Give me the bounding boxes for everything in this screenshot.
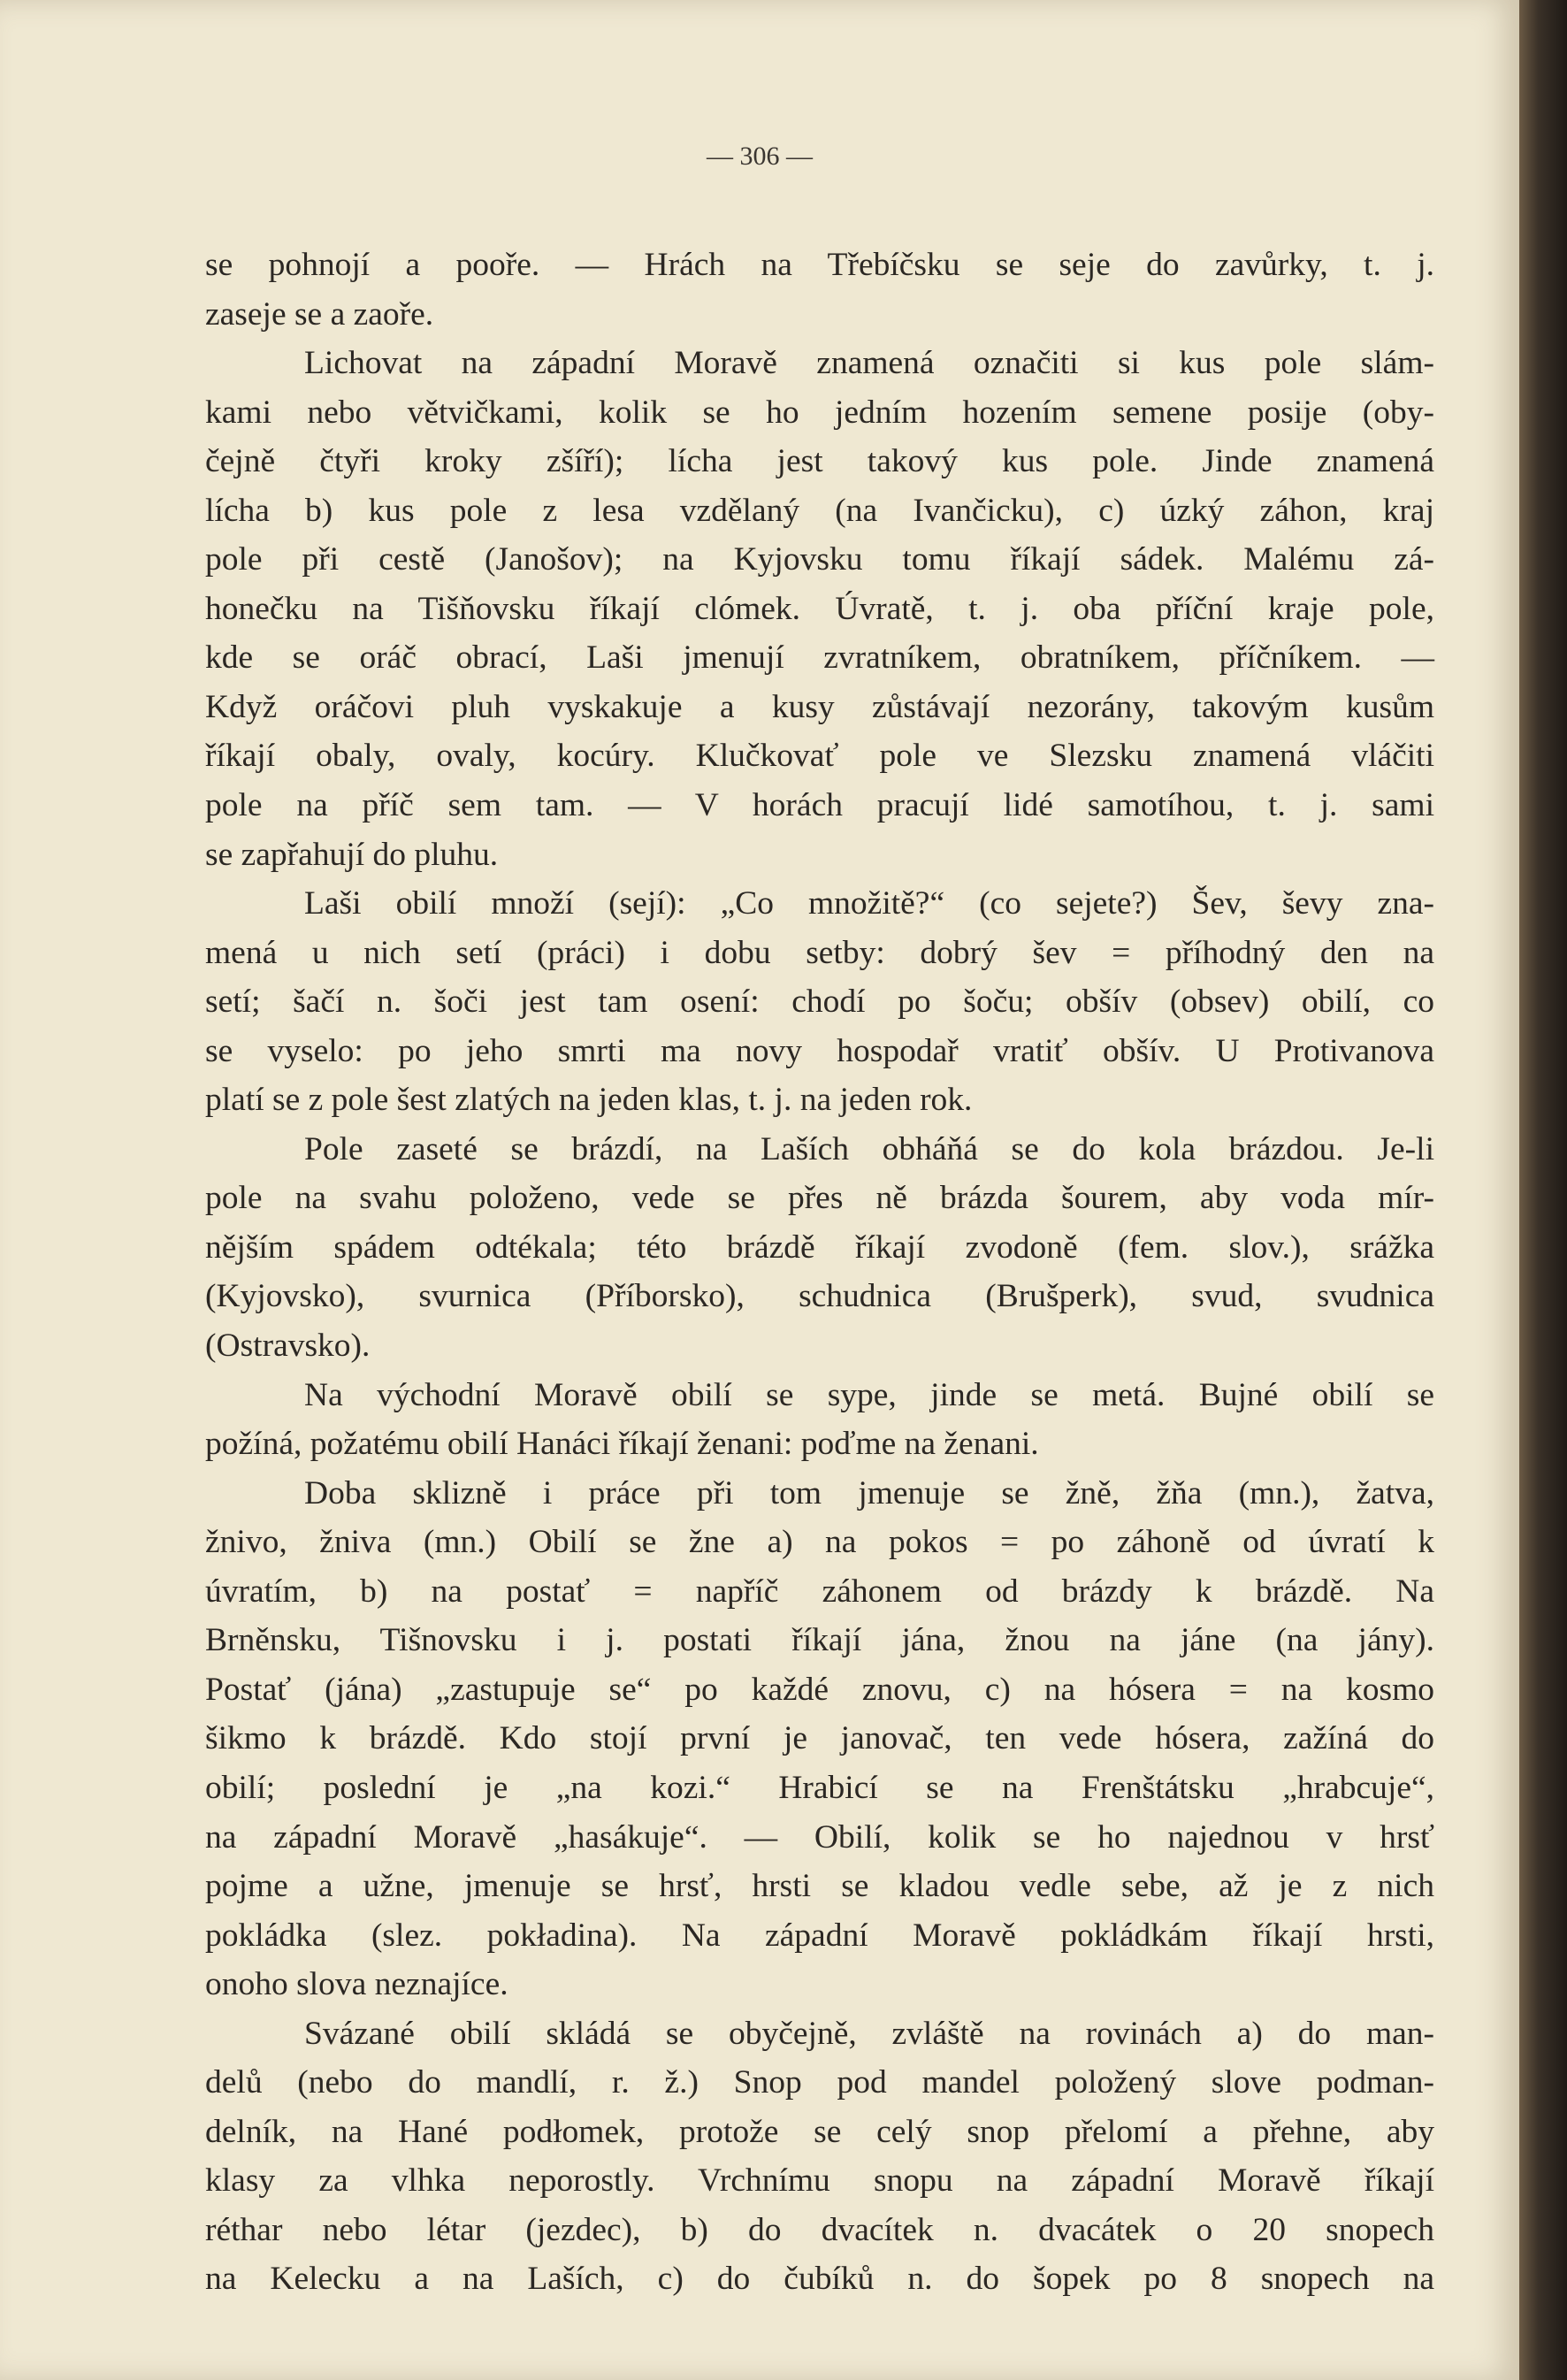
text-line: pole na svahu položeno, vede se přes ně brázda šourem, aby voda mír- xyxy=(205,1180,1434,1217)
text-line: pojme a užne, jmenuje se hrsť, hrsti se kladou vedle sebe, až je z nich xyxy=(205,1868,1434,1905)
text-line: požíná, požatému obilí Hanáci říkají ženani: poďme na ženani. xyxy=(205,1426,1039,1463)
body-text xyxy=(205,241,1434,2304)
text-line: Brněnsku, Tišnovsku i j. postati říkají jána, žnou na jáne (na jány). xyxy=(205,1622,1434,1659)
text-line: kde se oráč obrací, Laši jmenují zvratníkem, obratníkem, příčníkem. — xyxy=(205,639,1434,677)
text-line: Na východní Moravě obilí se sype, jinde se metá. Bujné obilí se xyxy=(304,1376,1434,1413)
text-line: klasy za vlhka neporostly. Vrchnímu snopu na západní Moravě říkají xyxy=(205,2162,1434,2200)
text-line: setí; šačí n. šoči jest tam osení: chodí po šoču; obšív (obsev) obilí, co xyxy=(205,983,1434,1021)
text-line: Laši obilí množí (sejí): „Co množitě?“ (co sejete?) Šev, ševy zna- xyxy=(304,885,1434,922)
text-line: delník, na Hané podłomek, protože se celý snop přelomí a přehne, aby xyxy=(205,2113,1434,2150)
text-line: onoho slova neznajíce. xyxy=(205,1966,508,2003)
text-line: (Kyjovsko), svurnica (Příborsko), schudnica (Brušperk), svud, svudnica xyxy=(205,1278,1434,1315)
text-line: delů (nebo do mandlí, r. ž.) Snop pod mandel položený slove podman- xyxy=(205,2064,1434,2101)
text-line: pole při cestě (Janošov); na Kyjovsku tomu říkají sádek. Malému zá- xyxy=(205,541,1434,578)
text-line: (Ostravsko). xyxy=(205,1328,371,1365)
text-line: na západní Moravě „hasákuje“. — Obilí, kolik se ho najednou v hrsť xyxy=(205,1818,1434,1856)
text-line: mená u nich setí (práci) i dobu setby: dobrý šev = příhodný den na xyxy=(205,934,1434,971)
text-line: pokládka (slez. pokładina). Na západní Moravě pokládkám říkají hrsti, xyxy=(205,1917,1434,1954)
text-line: lícha b) kus pole z lesa vzdělaný (na Ivančicku), c) úzký záhon, kraj xyxy=(205,492,1434,529)
text-line: kami nebo větvičkami, kolik se ho jedním hozením semene posije (oby- xyxy=(205,394,1434,431)
text-line: Pole zaseté se brázdí, na Laších obháňá se do kola brázdou. Je-li xyxy=(304,1130,1434,1167)
page-number: — 306 — xyxy=(707,142,813,171)
text-line: žnivo, žniva (mn.) Obilí se žne a) na pokos = po záhoně od úvratí k xyxy=(205,1524,1434,1561)
text-line: Postať (jána) „zastupuje se“ po každé znovu, c) na hósera = na kosmo xyxy=(205,1671,1434,1708)
text-line: Doba sklizně i práce při tom jmenuje se žně, žňa (mn.), žatva, xyxy=(304,1474,1434,1511)
text-line: se vyselo: po jeho smrti ma novy hospodař vratiť obšív. U Protivanova xyxy=(205,1032,1434,1069)
text-line: se zapřahují do pluhu. xyxy=(205,836,499,873)
text-line: réthar nebo létar (jezdec), b) do dvacítek n. dvacátek o 20 snopech xyxy=(205,2211,1434,2248)
text-line: Svázané obilí skládá se obyčejně, zvláště na rovinách a) do man- xyxy=(304,2015,1434,2052)
text-line: Lichovat na západní Moravě znamená označiti si kus pole slám- xyxy=(304,345,1434,382)
text-line: obilí; poslední je „na kozi.“ Hrabicí se na Frenštátsku „hrabcuje“, xyxy=(205,1769,1434,1806)
text-line: úvratím, b) na postať = napříč záhonem od brázdy k brázdě. Na xyxy=(205,1573,1434,1610)
text-line: platí se z pole šest zlatých na jeden klas, t. j. na jeden rok. xyxy=(205,1082,973,1119)
text-line: šikmo k brázdě. Kdo stojí první je janovač, ten vede hósera, zažíná do xyxy=(205,1720,1434,1757)
text-line: se pohnojí a pooře. — Hrách na Třebíčsku se seje do zavůrky, t. j. xyxy=(205,247,1434,283)
text-line: honečku na Tišňovsku říkají clómek. Úvratě, t. j. oba příční kraje pole, xyxy=(205,590,1434,627)
book-edge xyxy=(1519,0,1567,2380)
text-line: Když oráčovi pluh vyskakuje a kusy zůstávají nezorány, takovým kusům xyxy=(205,688,1434,725)
text-line: na Kelecku a na Laších, c) do čubíků n. do šopek po 8 snopech na xyxy=(205,2261,1434,2298)
text-line: čejně čtyři kroky zšíří); lícha jest takový kus pole. Jinde znamená xyxy=(205,443,1434,480)
text-line: pole na příč sem tam. — V horách pracují lidé samotíhou, t. j. sami xyxy=(205,787,1434,824)
text-line: nějším spádem odtékala; této brázdě říkají zvodoně (fem. slov.), srážka xyxy=(205,1228,1434,1266)
text-line: zaseje se a zaoře. xyxy=(205,295,434,333)
text-line: říkají obaly, ovaly, kocúry. Klučkovať pole ve Slezsku znamená vláčiti xyxy=(205,738,1434,775)
